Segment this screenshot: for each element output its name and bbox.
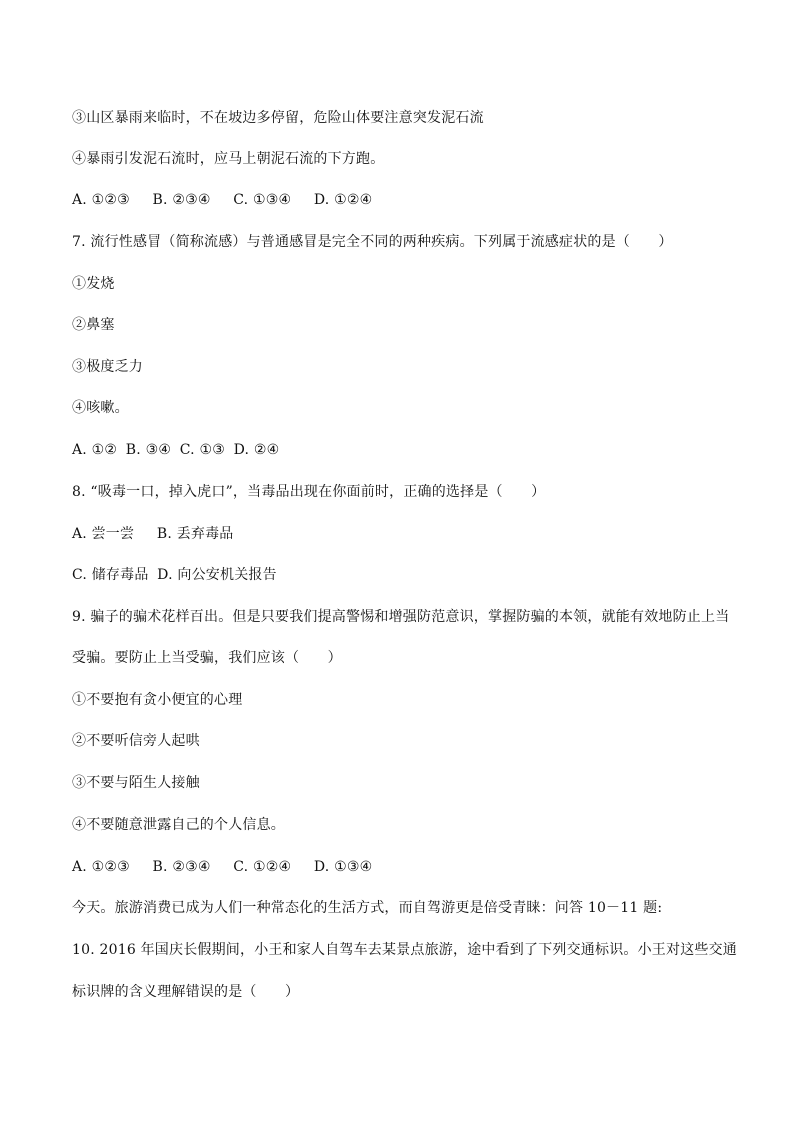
q8-stem: 8. “吸毒一口，掉入虎口”，当毒品出现在你面前时，正确的选择是（ ） bbox=[72, 484, 546, 500]
q10-stem-line-2: 标识牌的含义理解错误的是（ ） bbox=[72, 984, 300, 1000]
q9-item-2: ②不要听信旁人起哄 bbox=[72, 733, 200, 749]
q9-option-c: C. ①②④ bbox=[233, 859, 292, 875]
q7-options bbox=[72, 440, 734, 460]
q7-option-b: B. ③④ bbox=[125, 442, 172, 458]
q7-option-a: A. ①② bbox=[72, 442, 118, 458]
q9-item-3: ③不要与陌生人接触 bbox=[72, 775, 200, 791]
q9-options bbox=[72, 857, 734, 877]
q8-options-row-2 bbox=[72, 565, 734, 585]
q8-option-a: A. 尝一尝 bbox=[72, 526, 135, 542]
q8-option-c: C. 储存毒品 bbox=[72, 567, 149, 583]
q7-option-c: C. ①③ bbox=[179, 442, 225, 458]
q9-option-a: A. ①②③ bbox=[72, 859, 130, 875]
q7-option-d: D. ②④ bbox=[233, 442, 280, 458]
q6-options bbox=[72, 190, 734, 210]
q9-option-b: B. ②③④ bbox=[152, 859, 211, 875]
q7-item-1: ①发烧 bbox=[72, 276, 115, 292]
q8-option-d: D. 向公安机关报告 bbox=[157, 567, 277, 583]
q6-option-d: D. ①②④ bbox=[313, 192, 373, 208]
q8-options-row-1 bbox=[72, 524, 734, 544]
q6-item-3: ③山区暴雨来临时，不在坡边多停留，危险山体要注意突发泥石流 bbox=[72, 110, 484, 126]
q7-item-4: ④咳嗽。 bbox=[72, 400, 129, 416]
q7-item-2: ②鼻塞 bbox=[72, 317, 115, 333]
q9-item-1: ①不要抱有贪小便宜的心理 bbox=[72, 692, 243, 708]
q7-item-3: ③极度乏力 bbox=[72, 359, 143, 375]
q6-item-4: ④暴雨引发泥石流时，应马上朝泥石流的下方跑。 bbox=[72, 151, 385, 167]
section-intro: 今天。旅游消费已成为人们一种常态化的生活方式，而自驾游更是倍受青睐：问答 10－11 题: bbox=[72, 900, 663, 916]
q6-option-a: A. ①②③ bbox=[72, 192, 130, 208]
q6-option-b: B. ②③④ bbox=[152, 192, 211, 208]
q7-stem: 7. 流行性感冒（简称流感）与普通感冒是完全不同的两种疾病。下列属于流感症状的是（ ） bbox=[72, 234, 673, 250]
q8-option-b: B. 丢弃毒品 bbox=[156, 526, 234, 542]
q6-option-c: C. ①③④ bbox=[233, 192, 292, 208]
q9-item-4: ④不要随意泄露自己的个人信息。 bbox=[72, 817, 285, 833]
q9-stem-line-1: 9. 骗子的骗术花样百出。但是只要我们提高警惕和增强防范意识，掌握防骗的本领，就能有效地防止上当 bbox=[72, 609, 730, 625]
q9-option-d: D. ①③④ bbox=[313, 859, 373, 875]
q9-stem-line-2: 受骗。要防止上当受骗，我们应该（ ） bbox=[72, 650, 342, 666]
q10-stem-line-1: 10. 2016 年国庆长假期间，小王和家人自驾车去某景点旅游，途中看到了下列交通标识。小王对这些交通 bbox=[72, 942, 737, 958]
